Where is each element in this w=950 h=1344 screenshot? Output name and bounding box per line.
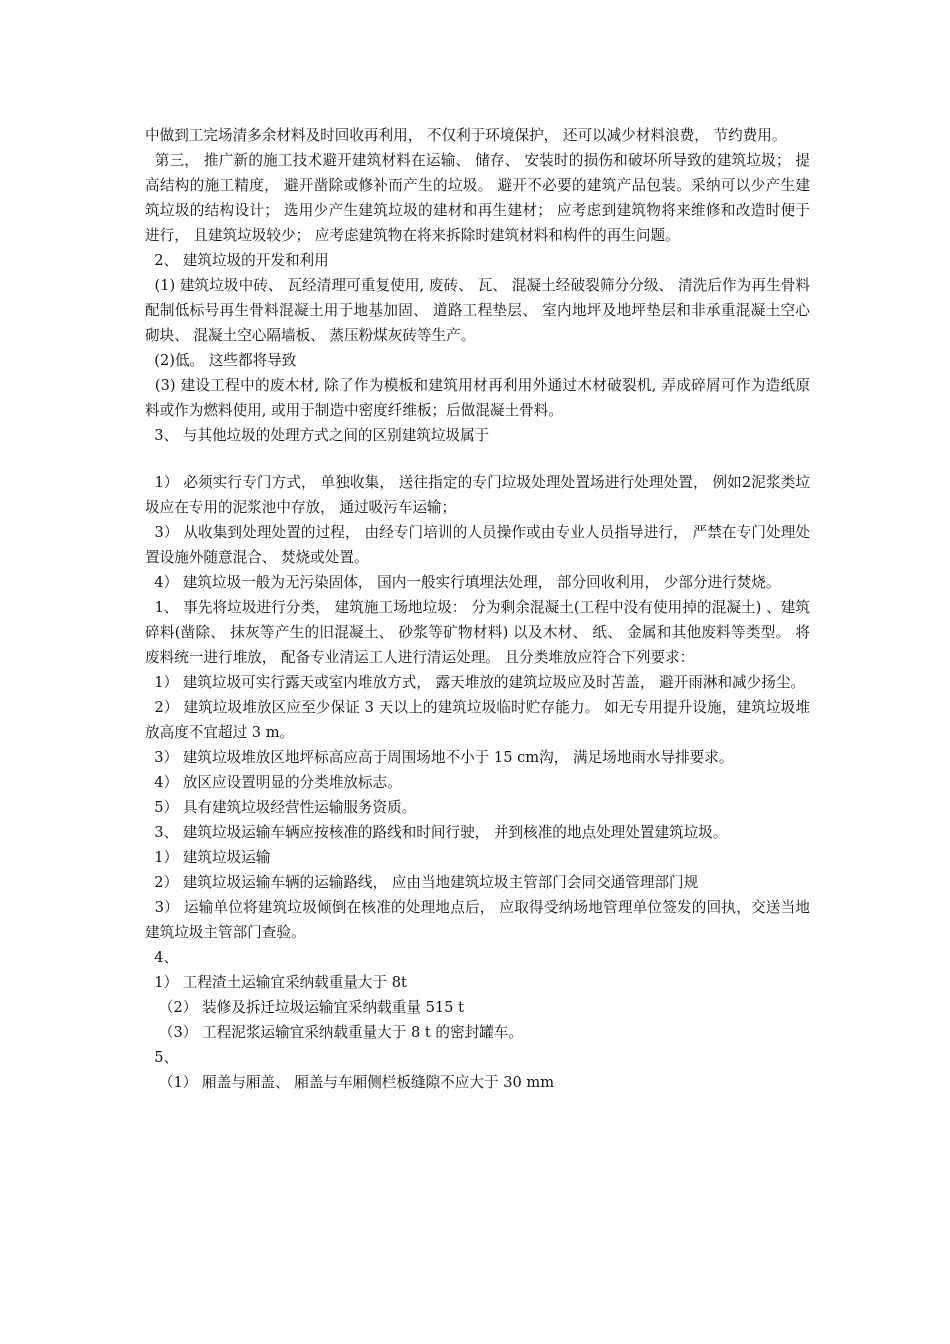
list-item: 1） 工程渣土运输宜采纳载重量大于 8t: [145, 974, 407, 991]
list-item: （3） 工程泥浆运输宜采纳载重量大于 8 t 的密封罐车。: [145, 1024, 523, 1041]
list-item: 3） 建筑垃圾堆放区地坪标高应高于周围场地不小于 15 cm沟， 满足场地雨水导排要求。: [145, 749, 734, 766]
list-item: 1） 必须实行专门方式， 单独收集， 送往指定的专门垃圾处理处置场进行处理处置， 例如2泥浆类垃圾应在专用的泥浆池中存放， 通过吸污车运输；: [145, 474, 810, 516]
document-body: [145, 123, 810, 1095]
section-heading: 4、: [145, 949, 179, 966]
paragraph: (3) 建设工程中的废木材, 除了作为模板和建筑用材再利用外通过木材破裂机, 弄成碎屑可作为造纸原料或作为燃料使用, 或用于制造中密度纤维板；后做混凝土骨料。: [145, 377, 811, 419]
list-item: 2） 建筑垃圾运输车辆的运输路线， 应由当地建筑垃圾主管部门会同交通管理部门规: [145, 874, 699, 891]
paragraph: 1、 事先将垃圾进行分类， 建筑施工场地垃圾： 分为剩余混凝土(工程中没有使用掉的混凝土) 、建筑碎料(凿除、 抹灰等产生的旧混凝土、 砂浆等矿物材料) 以及木材、 纸、 金属和其他废料等类型。 将废料统一进行堆放， 配备专业清运工人进行清运处理。 且分类堆放应符合下列要求：: [145, 599, 811, 666]
list-item: 5） 具有建筑垃圾经营性运输服务资质。: [145, 799, 417, 816]
section-heading: 2、 建筑垃圾的开发和利用: [145, 252, 329, 269]
blank-line: [145, 448, 810, 470]
paragraph: 中做到工完场清多余材料及时回收再利用， 不仅利于环境保护， 还可以减少材料浪费， 节约费用。: [145, 127, 787, 144]
section-heading: 3、 建筑垃圾运输车辆应按核准的路线和时间行驶， 并到核准的地点处理处置建筑垃圾。: [145, 824, 728, 841]
section-heading: 3、 与其他垃圾的处理方式之间的区别建筑垃圾属于: [145, 427, 490, 444]
list-item: 4） 建筑垃圾一般为无污染固体， 国内一般实行填埋法处理， 部分回收利用， 少部分进行焚烧。: [145, 574, 781, 591]
list-item: 4） 放区应设置明显的分类堆放标志。: [145, 774, 402, 791]
list-item: 1） 建筑垃圾运输: [145, 849, 271, 866]
paragraph: 第三， 推广新的施工技术避开建筑材料在运输、 储存、 安装时的损伤和破坏所导致的建筑垃圾； 提高结构的施工精度， 避开凿除或修补而产生的垃圾。 避开不必要的建筑产品包装。采纳可以少产生建筑垃圾的结构设计； 选用少产生建筑垃圾的建材和再生建材； 应考虑到建筑物将来维修和改造时便于进行， 且建筑垃圾较少； 应考虑建筑物在将来拆除时建筑材料和构件的再生问题。: [145, 152, 810, 244]
list-item: 1） 建筑垃圾可实行露天或室内堆放方式， 露天堆放的建筑垃圾应及时苫盖， 避开雨淋和减少扬尘。: [145, 674, 806, 691]
list-item: 3） 运输单位将建筑垃圾倾倒在核准的处理地点后， 应取得受纳场地管理单位签发的回执，交送当地建筑垃圾主管部门查验。: [145, 899, 810, 941]
paragraph: (1) 建筑垃圾中砖、 瓦经清理可重复使用, 废砖、 瓦、 混凝土经破裂筛分分级、 清洗后作为再生骨料配制低标号再生骨料混凝土用于地基加固、 道路工程垫层、 室内地坪及地坪垫层和非承重混凝土空心砌块、 混凝土空心隔墙板、 蒸压粉煤灰砖等生产。: [145, 277, 811, 344]
list-item: （1） 厢盖与厢盖、 厢盖与车厢侧栏板缝隙不应大于 30 mm: [145, 1074, 555, 1091]
section-heading: 5、: [145, 1049, 179, 1066]
list-item: （2） 装修及拆迁垃圾运输宜采纳载重量 515 t: [145, 999, 464, 1016]
list-item: 3） 从收集到处理处置的过程， 由经专门培训的人员操作或由专业人员指导进行， 严禁在专门处理处置设施外随意混合、 焚烧或处置。: [145, 524, 810, 566]
paragraph: (2)低。 这些都将导致: [145, 352, 297, 369]
list-item: 2） 建筑垃圾堆放区应至少保证 3 天以上的建筑垃圾临时贮存能力。 如无专用提升设施，建筑垃圾堆放高度不宜超过 3 m。: [145, 699, 810, 741]
